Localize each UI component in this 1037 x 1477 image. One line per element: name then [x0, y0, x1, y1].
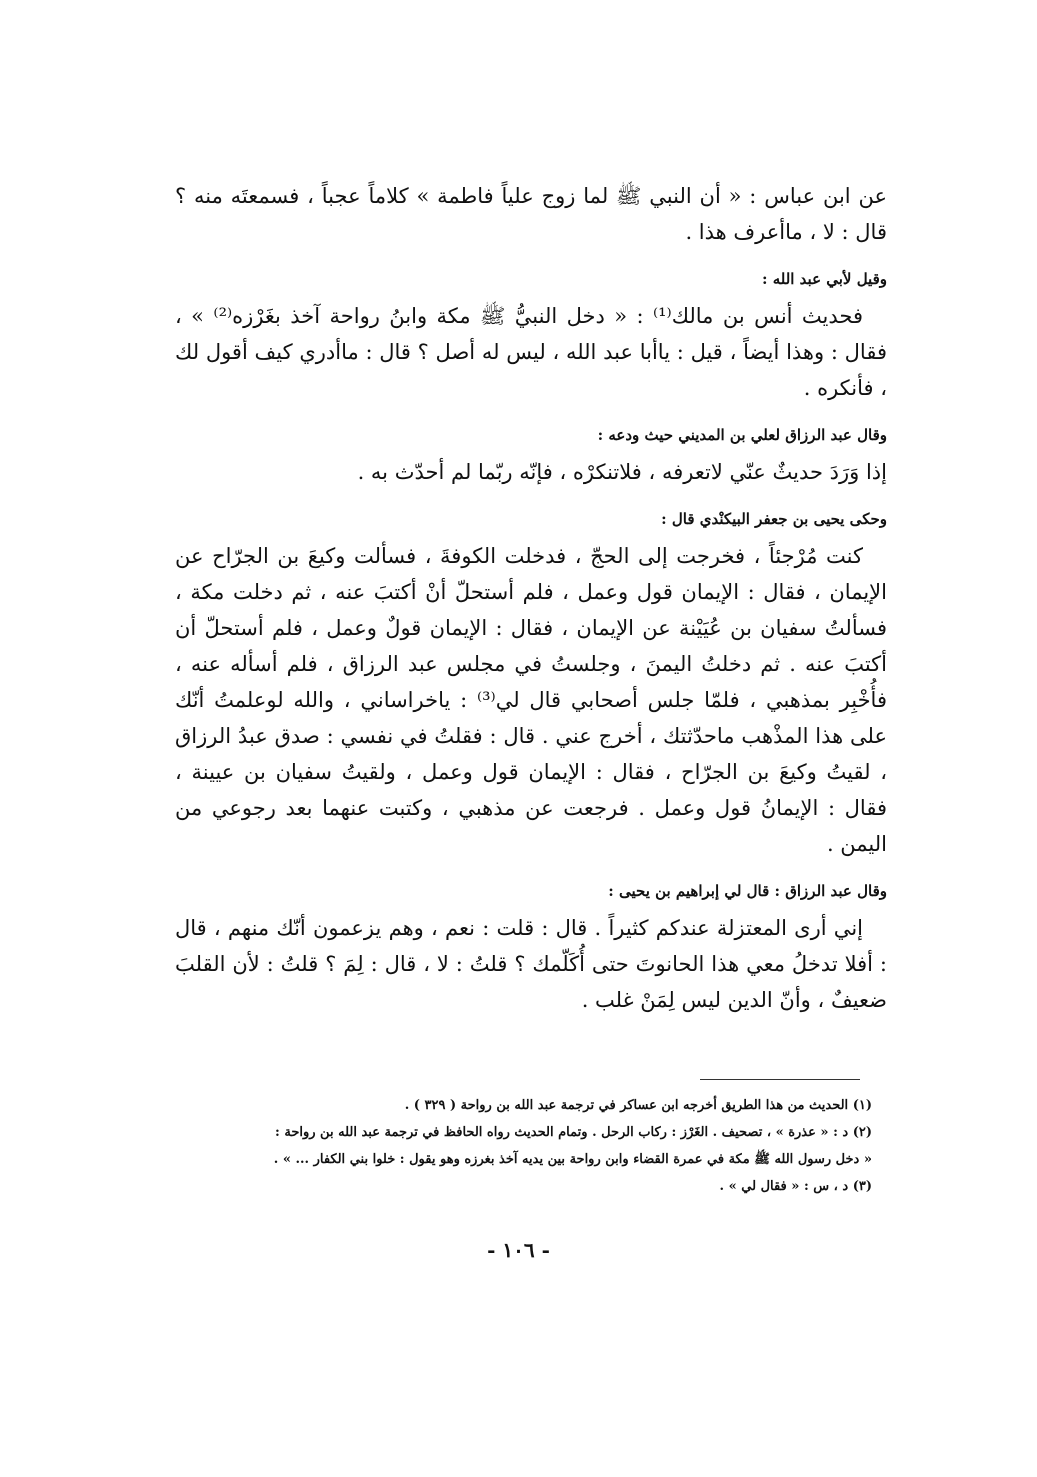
section-yahya-baykandi	[175, 506, 887, 862]
footnote-2-continued: « دخل رسول الله ﷺ مكة في عمرة القضاء وابن رواحة بين يديه آخذ بغرزه وهو يقول : خلوا بني الكفار ... » .	[273, 1152, 872, 1167]
page-number: - ١٠٦ -	[487, 1238, 550, 1262]
section-abd-al-razzaq-madini	[175, 422, 887, 490]
section-ibn-abbas	[175, 178, 887, 250]
paragraph-hadith-warning: إذا وَرَدَ حديثٌ عنّي لاتعرفه ، فلاتنكرْه ، فإنّه ربّما لم أحدّث به .	[357, 460, 887, 484]
section-heading: وحكى يحيى بن جعفر البيكنْدي قال :	[661, 510, 887, 528]
section-ibrahim-yahya	[175, 878, 887, 1018]
footnote-2: (٢) د : « عذرة » ، تصحيف . الغَرْز : ركاب الرحل . وتمام الحديث رواه الحافظ في ترجمة عبد الله بن رواحة :	[275, 1125, 872, 1140]
paragraph-anas: فحديث أنس بن مالك⁽¹⁾ : « دخل النبيُّ ﷺ مكة وابنُ رواحة آخذ بغَرْزه⁽²⁾ » ، فقال : وهذا أيضاً ، قيل : ياأبا عبد الله ، ليس له أصل ؟ قال : ماأدري كيف أقول لك ، فأنكره .	[175, 304, 887, 400]
section-heading: وقال عبد الرزاق : قال لي إبراهيم بن يحيى :	[608, 882, 887, 900]
footnote-divider	[700, 1079, 860, 1080]
paragraph-murjia-story: كنت مُرْجئاً ، فخرجت إلى الحجّ ، فدخلت الكوفةَ ، فسألت وكيعَ بن الجرّاح عن الإيمان ، فقال : الإيمان قول وعمل ، فلم أستحلّ أنْ أكتبَ عنه ، ثم دخلت مكة ، فسألتُ سفيان بن عُيَيْنة عن الإيمان ، فقال : الإيمان قولٌ وعمل ، فلم أستحلّ أن أكتبَ عنه . ثم دخلتُ اليمنَ ، وجلستُ في مجلس عبد الرزاق ، فلم أسأله عنه ، فأُخْبِر بمذهبي ، فلمّا جلس أصحابي قال لي⁽³⁾ : ياخراساني ، والله لوعلمتُ أنّك على هذا المذْهب ماحدّثتك ، أخرج عني . قال : فقلتُ في نفسي : صدق عبدُ الرزاق ، لقيتُ وكيعَ بن الجرّاح ، فقال : الإيمان قول وعمل ، ولقيتُ سفيان بن عيينة ، فقال : الإيمانُ قول وعمل . فرجعت عن مذهبي ، وكتبت عنهما بعد رجوعي من اليمن .	[175, 544, 887, 856]
section-heading: وقيل لأبي عبد الله :	[761, 270, 887, 288]
main-text	[175, 178, 887, 1034]
footnote-3: (٣) د ، س : « فقال لي » .	[719, 1179, 872, 1194]
section-heading: وقال عبد الرزاق لعلي بن المديني حيث ودعه :	[597, 426, 887, 444]
paragraph-mutazila: إني أرى المعتزلة عندكم كثيراً . قال : قلت : نعم ، وهم يزعمون أنّك منهم ، قال : أفلا تدخلُ معي هذا الحانوتَ حتى أُكَلّمك ؟ قلتُ : لا ، قال : لِمَ ؟ قلتُ : لأن القلبَ ضعيفٌ ، وأنّ الدين ليس لِمَنْ غلب .	[175, 916, 887, 1012]
footnotes	[172, 1092, 872, 1200]
section-abu-abdullah	[175, 266, 887, 406]
paragraph-ibn-abbas: عن ابن عباس : « أن النبي ﷺ لما زوج علياً فاطمة » كلاماً عجباً ، فسمعتَه منه ؟ قال : لا ، ماأعرف هذا .	[175, 184, 887, 244]
footnote-1: (١) الحديث من هذا الطريق أخرجه ابن عساكر في ترجمة عبد الله بن رواحة ( ٣٢٩ ) .	[404, 1098, 872, 1113]
